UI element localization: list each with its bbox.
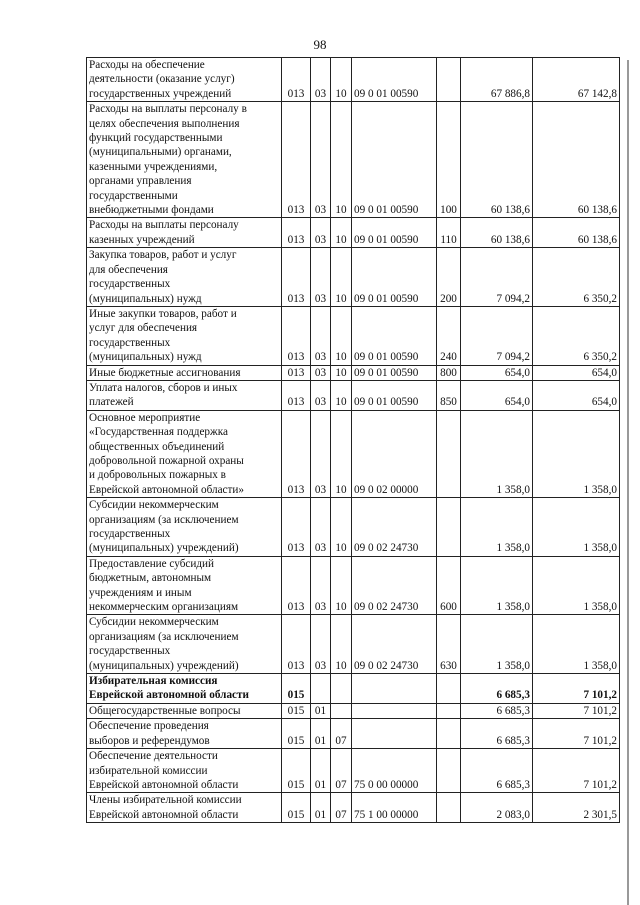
cell-name: Уплата налогов, сборов и иных платежей [87,380,282,410]
cell-ministry: 013 [282,498,311,557]
cell-subsection: 10 [331,218,352,248]
cell-section: 03 [311,498,331,557]
cell-target-article: 09 0 01 00590 [352,306,437,365]
cell-target-article: 09 0 02 24730 [352,615,437,674]
cell-ministry: 013 [282,615,311,674]
cell-amount-year-2: 6 350,2 [533,306,620,365]
table-row [87,365,620,380]
table-row [87,248,620,307]
cell-amount-year-1: 67 886,8 [461,58,533,102]
table-row [87,380,620,410]
cell-ministry: 013 [282,380,311,410]
cell-amount-year-2: 1 358,0 [533,410,620,497]
cell-section: 03 [311,218,331,248]
cell-target-article: 09 0 01 00590 [352,365,437,380]
cell-amount-year-2: 2 301,5 [533,793,620,823]
cell-section: 03 [311,365,331,380]
table-row [87,749,620,793]
cell-amount-year-1: 6 685,3 [461,674,533,704]
cell-expense-kind: 110 [437,218,461,248]
cell-ministry: 013 [282,306,311,365]
cell-amount-year-2: 60 138,6 [533,102,620,218]
cell-name: Расходы на выплаты персоналу в целях обеспечения выполнения функций государственными (муниципальными) органами, казенными учреждениями, органами управления государственными внебюджетными фондами [87,102,282,218]
cell-subsection: 10 [331,498,352,557]
table-row [87,58,620,102]
cell-name: Субсидии некоммерческим организациям (за исключением государственных (муниципальных) учреждений) [87,615,282,674]
table-row [87,556,620,615]
cell-amount-year-1: 1 358,0 [461,498,533,557]
cell-expense-kind: 850 [437,380,461,410]
cell-target-article: 09 0 01 00590 [352,380,437,410]
cell-section: 03 [311,306,331,365]
cell-ministry: 015 [282,674,311,704]
cell-expense-kind: 200 [437,248,461,307]
cell-amount-year-2: 654,0 [533,380,620,410]
table-row [87,306,620,365]
cell-expense-kind: 630 [437,615,461,674]
budget-table-body [87,58,620,823]
cell-expense-kind [437,410,461,497]
cell-ministry: 015 [282,749,311,793]
cell-expense-kind [437,674,461,704]
cell-amount-year-1: 6 685,3 [461,703,533,718]
cell-subsection: 10 [331,248,352,307]
cell-subsection: 10 [331,102,352,218]
cell-name: Обеспечение проведения выборов и референдумов [87,719,282,749]
cell-ministry: 013 [282,556,311,615]
cell-amount-year-2: 60 138,6 [533,218,620,248]
cell-target-article: 09 0 01 00590 [352,218,437,248]
cell-amount-year-1: 1 358,0 [461,410,533,497]
cell-amount-year-2: 7 101,2 [533,749,620,793]
cell-expense-kind: 600 [437,556,461,615]
cell-target-article: 09 0 02 24730 [352,498,437,557]
table-row [87,498,620,557]
table-row [87,719,620,749]
cell-target-article: 09 0 01 00590 [352,102,437,218]
cell-target-article: 09 0 02 24730 [352,556,437,615]
cell-subsection [331,674,352,704]
cell-amount-year-1: 60 138,6 [461,102,533,218]
cell-subsection [331,703,352,718]
cell-ministry: 015 [282,719,311,749]
table-row [87,793,620,823]
cell-amount-year-2: 654,0 [533,365,620,380]
cell-name: Закупка товаров, работ и услуг для обеспечения государственных (муниципальных) нужд [87,248,282,307]
cell-target-article: 75 0 00 00000 [352,749,437,793]
cell-amount-year-1: 60 138,6 [461,218,533,248]
cell-name: Иные бюджетные ассигнования [87,365,282,380]
cell-amount-year-1: 6 685,3 [461,749,533,793]
cell-amount-year-1: 654,0 [461,380,533,410]
cell-section: 03 [311,248,331,307]
table-row [87,218,620,248]
cell-expense-kind: 800 [437,365,461,380]
cell-target-article [352,674,437,704]
cell-name: Предоставление субсидий бюджетным, автономным учреждениям и иным некоммерческим организациям [87,556,282,615]
cell-expense-kind: 100 [437,102,461,218]
cell-amount-year-1: 654,0 [461,365,533,380]
cell-expense-kind [437,793,461,823]
cell-ministry: 013 [282,365,311,380]
cell-name: Субсидии некоммерческим организациям (за исключением государственных (муниципальных) учреждений) [87,498,282,557]
cell-section: 01 [311,719,331,749]
cell-amount-year-1: 7 094,2 [461,306,533,365]
cell-target-article [352,703,437,718]
cell-subsection: 10 [331,306,352,365]
cell-amount-year-2: 1 358,0 [533,615,620,674]
cell-amount-year-1: 2 083,0 [461,793,533,823]
cell-name: Общегосударственные вопросы [87,703,282,718]
cell-target-article: 75 1 00 00000 [352,793,437,823]
cell-ministry: 015 [282,793,311,823]
cell-section: 03 [311,102,331,218]
table-row [87,410,620,497]
cell-subsection: 07 [331,793,352,823]
cell-section: 01 [311,793,331,823]
cell-section: 03 [311,556,331,615]
cell-name: Избирательная комиссия Еврейской автономной области [87,674,282,704]
cell-target-article: 09 0 01 00590 [352,248,437,307]
cell-section: 01 [311,749,331,793]
cell-section [311,674,331,704]
budget-table [86,57,620,823]
cell-amount-year-1: 6 685,3 [461,719,533,749]
cell-expense-kind [437,58,461,102]
cell-name: Члены избирательной комиссии Еврейской автономной области [87,793,282,823]
cell-target-article [352,719,437,749]
cell-amount-year-1: 1 358,0 [461,615,533,674]
cell-subsection: 10 [331,410,352,497]
cell-subsection: 10 [331,615,352,674]
cell-name: Расходы на обеспечение деятельности (оказание услуг) государственных учреждений [87,58,282,102]
cell-amount-year-2: 7 101,2 [533,674,620,704]
cell-expense-kind [437,703,461,718]
cell-ministry: 013 [282,58,311,102]
cell-amount-year-2: 1 358,0 [533,556,620,615]
cell-subsection: 10 [331,58,352,102]
cell-name: Расходы на выплаты персоналу казенных учреждений [87,218,282,248]
cell-expense-kind: 240 [437,306,461,365]
cell-section: 03 [311,410,331,497]
cell-amount-year-2: 6 350,2 [533,248,620,307]
cell-section: 01 [311,703,331,718]
cell-amount-year-1: 7 094,2 [461,248,533,307]
page-edge-shadow [627,60,629,905]
cell-ministry: 013 [282,248,311,307]
cell-subsection: 07 [331,749,352,793]
cell-subsection: 10 [331,556,352,615]
cell-section: 03 [311,615,331,674]
cell-amount-year-2: 7 101,2 [533,703,620,718]
table-row [87,674,620,704]
cell-amount-year-2: 7 101,2 [533,719,620,749]
cell-name: Обеспечение деятельности избирательной комиссии Еврейской автономной области [87,749,282,793]
cell-subsection: 10 [331,380,352,410]
cell-ministry: 015 [282,703,311,718]
cell-amount-year-1: 1 358,0 [461,556,533,615]
cell-name: Основное мероприятие «Государственная поддержка общественных объединений добровольной пожарной охраны и добровольных пожарных в Еврейской автономной области» [87,410,282,497]
cell-subsection: 10 [331,365,352,380]
cell-amount-year-2: 1 358,0 [533,498,620,557]
table-row [87,615,620,674]
cell-ministry: 013 [282,410,311,497]
page-number: 98 [313,37,327,52]
cell-target-article: 09 0 02 00000 [352,410,437,497]
cell-ministry: 013 [282,102,311,218]
cell-name: Иные закупки товаров, работ и услуг для обеспечения государственных (муниципальных) нужд [87,306,282,365]
cell-expense-kind [437,749,461,793]
cell-expense-kind [437,719,461,749]
cell-expense-kind [437,498,461,557]
cell-target-article: 09 0 01 00590 [352,58,437,102]
cell-ministry: 013 [282,218,311,248]
cell-section: 03 [311,58,331,102]
table-row [87,703,620,718]
cell-subsection: 07 [331,719,352,749]
cell-section: 03 [311,380,331,410]
table-row [87,102,620,218]
cell-amount-year-2: 67 142,8 [533,58,620,102]
